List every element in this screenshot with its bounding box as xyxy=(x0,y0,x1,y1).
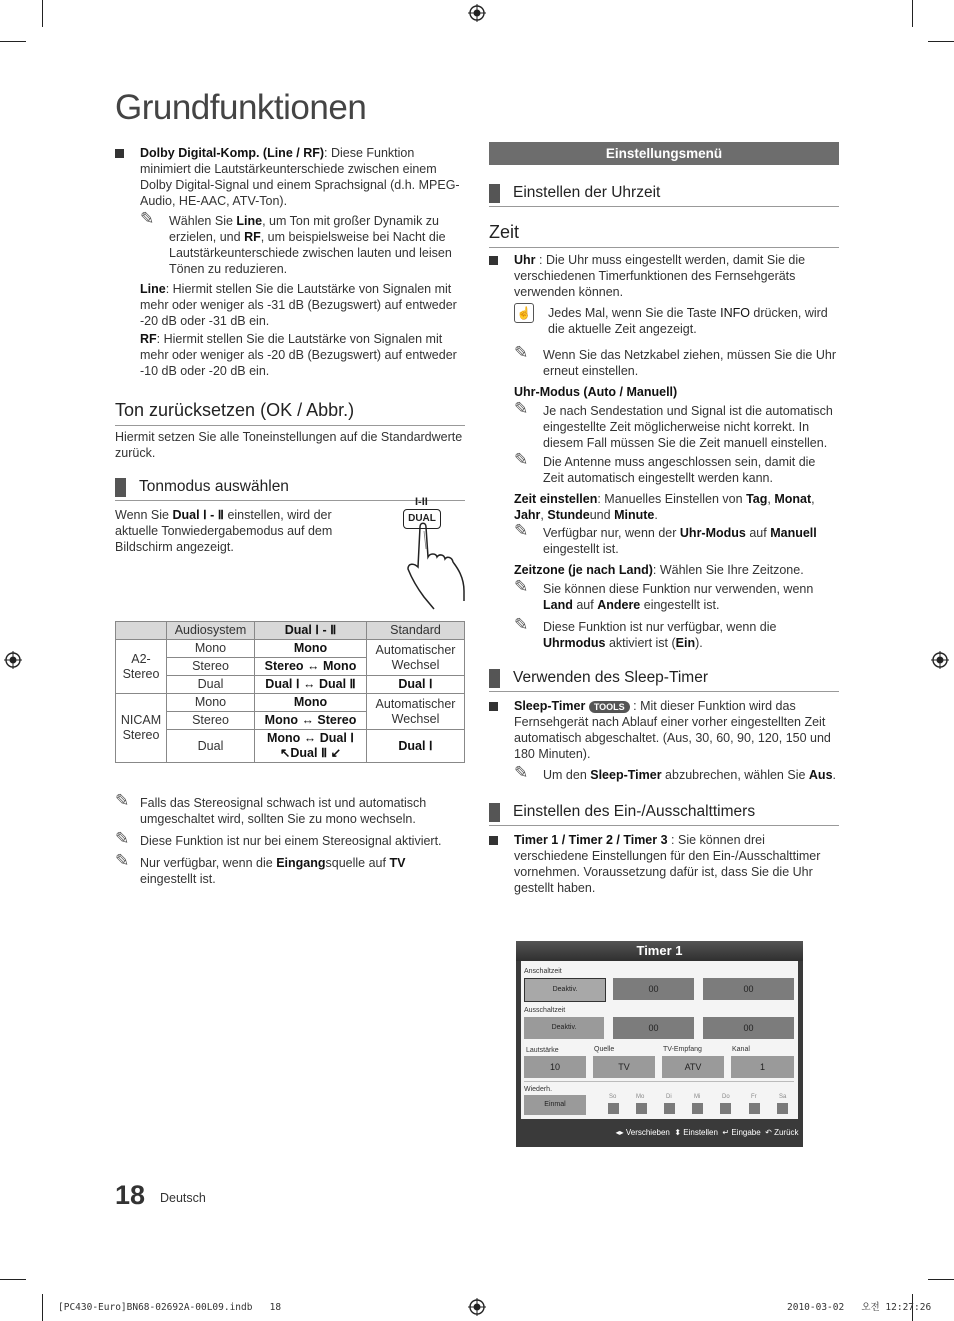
sleep-text: : Mit dieser Funktion wird das Fernsehgerät nach Ablauf einer vorher eingestellten Zeit automatisch abgeschaltet. (Aus, 30, 60, 90, 120, 150 und 180 Minuten). xyxy=(514,699,831,761)
tonmodus-table-wrap xyxy=(115,621,465,763)
note-text: Die Antenne muss angeschlossen sein, damit die Zeit automatisch eingestellt werden kann. xyxy=(543,455,816,485)
tv-empfang-label: TV-Empfang xyxy=(663,1046,702,1053)
text: : Manuelles Einstellen von xyxy=(597,492,747,506)
day-checkbox[interactable] xyxy=(636,1103,647,1114)
netz-note xyxy=(514,343,839,379)
note-pencil-icon: ✎ xyxy=(140,209,155,228)
note-text: Sie können diese Funktion nur verwenden, wenn xyxy=(543,582,814,596)
rf-term: RF xyxy=(140,332,157,346)
note-text: abzubrechen, wählen Sie xyxy=(661,768,809,782)
dolby-term: Dolby Digital-Komp. (Line / RF) xyxy=(140,146,325,160)
footer-set: Einstellen xyxy=(683,1128,718,1137)
return-icon: ↶ xyxy=(765,1128,772,1137)
dolby-item xyxy=(115,145,465,209)
table-cell: Stereo xyxy=(167,712,255,730)
lautstaerke-label: Lautstärke xyxy=(526,1047,559,1054)
note-text: Verfügbar nur, wenn der xyxy=(543,526,680,540)
kanal-value[interactable]: 1 xyxy=(731,1056,794,1078)
line-term: Line xyxy=(140,282,166,296)
table-cell: Mono xyxy=(167,694,255,712)
note-pencil-icon: ✎ xyxy=(514,577,529,596)
table-cell: Dual Ⅰ xyxy=(367,730,465,763)
quelle-label: Quelle xyxy=(594,1046,615,1053)
timer-text: : Sie können drei verschiedene Einstellungen für den Ein-/Ausschalttimer vornehmen. Voraussetzung dafür ist, dass Sie die Uhr gestellt haben. xyxy=(514,833,821,895)
note-text: Um den xyxy=(543,768,591,782)
timer-osd-screen xyxy=(516,941,803,1147)
tonmodus-text-a: Wenn Sie xyxy=(115,508,173,522)
note-text: . xyxy=(832,768,837,782)
table-cell: Mono xyxy=(255,694,367,712)
registration-mark-icon xyxy=(468,4,486,22)
reset-heading: Ton zurücksetzen (OK / Abbr.) xyxy=(115,399,465,426)
sleep-heading: Verwenden des Sleep-Timer xyxy=(489,668,839,692)
wiederh-select[interactable]: Einmal xyxy=(524,1095,586,1115)
note-term: Andere xyxy=(597,598,641,612)
note-pencil-icon: ✎ xyxy=(514,763,529,782)
tonmodus-heading: Tonmodus auswählen xyxy=(115,477,465,501)
zeit-note xyxy=(514,521,839,557)
footer-move: Verschieben xyxy=(625,1128,670,1137)
quelle-value[interactable]: TV xyxy=(593,1056,655,1078)
uhr-term: Uhr xyxy=(514,253,536,267)
note-term: TV xyxy=(389,856,406,870)
tonmodus-term: Dual Ⅰ - Ⅱ xyxy=(172,508,224,522)
text: und xyxy=(589,508,615,522)
zeitzone-note xyxy=(514,615,839,651)
note-text: , um Ton mit großer Dynamik zu erzielen, und xyxy=(169,214,440,244)
table-cell: Stereo ↔ Mono xyxy=(255,658,367,676)
note-term: Manuell xyxy=(770,526,817,540)
tonmodus-text xyxy=(115,507,360,555)
dual-button: DUAL xyxy=(403,509,441,529)
note-pencil-icon: ✎ xyxy=(514,399,529,418)
zeitzone-text: : Wählen Sie Ihre Zeitzone. xyxy=(652,563,804,577)
table-header: Audiosystem xyxy=(167,622,255,640)
day-checkbox[interactable] xyxy=(749,1103,760,1114)
note-pencil-icon: ✎ xyxy=(514,615,529,634)
note-text: Wenn Sie das Netzkabel ziehen, müssen Sie die Uhr erneut einstellen. xyxy=(543,348,836,378)
print-file-info: [PC430-Euro]BN68-02692A-00L09.indb 18 xyxy=(58,1302,282,1313)
note-term: Line xyxy=(236,214,263,228)
table-cell: Automatischer Wechsel xyxy=(367,694,465,730)
uhr-text: : Die Uhr muss eingestellt werden, damit Sie die verschiedenen Timerfunktionen des Fernsehgeräts verwenden können. xyxy=(514,253,806,299)
note-text: , um beispielsweise bei Nacht die Lautstärkeunterschiede zwischen lauten und leisen Tönen zu reduzieren. xyxy=(169,230,452,276)
note-text: eingestellt ist. xyxy=(543,542,619,556)
zeit-einstellen: Zeit einstellen: Manuelles Einstellen von Tag, Monat, Jahr, Stundeund Minute. xyxy=(514,492,815,522)
tools-badge: TOOLS xyxy=(589,701,630,713)
language-label: Deutsch xyxy=(160,1191,206,1205)
print-date-info: 2010-03-02 오전 12:27:26 xyxy=(787,1302,932,1313)
note-text: eingestellt ist. xyxy=(140,872,216,886)
zeit-einstellen-term: Zeit einstellen xyxy=(514,492,598,506)
table-cell: Automatischer Wechsel xyxy=(367,640,465,676)
line-text xyxy=(140,281,465,329)
ausschaltzeit-select[interactable]: Deaktiv. xyxy=(524,1017,604,1039)
term: Stunde xyxy=(547,508,590,522)
note-term: Uhr-Modus xyxy=(679,526,746,540)
line-desc: : Hiermit stellen Sie die Lautstärke von Signalen mit mehr oder weniger als -31 dB (Bezugswert) auf entweder -20 dB oder -31 dB ein. xyxy=(140,282,457,328)
day-checkbox[interactable] xyxy=(777,1103,788,1114)
note-text: squelle auf xyxy=(325,856,390,870)
note-text: eingestellt ist. xyxy=(640,598,720,612)
anschaltzeit-minute[interactable]: 00 xyxy=(703,978,794,1000)
page-title: Grundfunktionen xyxy=(115,88,367,127)
zeitzone-note xyxy=(514,577,839,613)
kanal-label: Kanal xyxy=(732,1046,750,1053)
note-text: Nur verfügbar, wenn die xyxy=(140,856,277,870)
table-header-empty xyxy=(116,622,167,640)
table-group-label: NICAM Stereo xyxy=(116,694,167,763)
term: Tag xyxy=(746,492,768,506)
timer-osd-footer xyxy=(516,1119,803,1147)
note-text: Diese Funktion ist nur bei einem Stereosignal aktiviert. xyxy=(140,834,442,848)
footer-enter: Eingabe xyxy=(731,1128,761,1137)
term: Monat xyxy=(774,492,812,506)
note-text: drücken, wird die aktuelle Zeit angezeigt. xyxy=(548,306,828,336)
anschaltzeit-label: Anschaltzeit xyxy=(524,968,562,975)
hand-icon xyxy=(398,519,468,612)
table-group-label: A2-Stereo xyxy=(116,640,167,694)
note xyxy=(115,829,465,849)
day-label: Di xyxy=(666,1094,672,1100)
note-term: Sleep-Timer xyxy=(590,768,662,782)
uhr-item xyxy=(489,252,839,300)
move-arrows-icon: ◂▸ xyxy=(615,1128,624,1137)
uhrmodus-term: Uhr-Modus (Auto / Manuell) xyxy=(514,385,678,399)
crop-mark xyxy=(0,41,26,42)
crop-mark xyxy=(0,1279,26,1280)
note-text: Je nach Sendestation und Signal ist die automatisch eingestellte Zeit möglicherweise nicht korrekt. In diesem Fall müssen Sie die Zeit manuell einstellen. xyxy=(543,404,833,450)
note-term: Ein xyxy=(675,636,696,650)
registration-mark-icon xyxy=(931,651,949,669)
ausschaltzeit-minute[interactable]: 00 xyxy=(703,1017,794,1039)
lautstaerke-value[interactable]: 10 xyxy=(524,1056,586,1078)
tv-empfang-value[interactable]: ATV xyxy=(662,1056,724,1078)
table-cell: Mono xyxy=(255,640,367,658)
note-text: Jedes Mal, wenn Sie die Taste xyxy=(548,306,721,320)
info-note xyxy=(514,305,839,337)
ausschaltzeit-hour[interactable]: 00 xyxy=(613,1017,694,1039)
tonmodus-text-c: einstellen, wird der aktuelle Tonwiedergabemodus auf dem Bildschirm angezeigt. xyxy=(115,508,333,554)
day-label: Do xyxy=(722,1094,730,1100)
rf-desc: : Hiermit stellen Sie die Lautstärke von Signalen mit mehr oder weniger als -20 dB (Bezugswert) auf entweder -10 dB oder -20 dB ein. xyxy=(140,332,457,378)
ausschaltzeit-label: Ausschaltzeit xyxy=(524,1007,566,1014)
tonmodus-table xyxy=(115,621,465,763)
note-pencil-icon: ✎ xyxy=(115,851,130,870)
osd-divider xyxy=(524,1081,794,1082)
note-pencil-icon: ✎ xyxy=(514,521,529,540)
enter-icon: ↵ xyxy=(722,1128,730,1137)
hand-note-icon: ☝ xyxy=(514,303,534,323)
note-pencil-icon: ✎ xyxy=(115,829,130,848)
note-text: auf xyxy=(572,598,598,612)
page-number: 18 xyxy=(115,1180,146,1210)
day-checkbox[interactable] xyxy=(664,1103,675,1114)
table-cell-line: Mono ↔ Dual Ⅰ xyxy=(266,731,354,745)
dolby-note xyxy=(140,209,465,277)
rf-text xyxy=(140,331,465,379)
remote-hand-illustration xyxy=(398,494,468,612)
term: Jahr xyxy=(514,508,541,522)
anschaltzeit-select[interactable] xyxy=(524,978,606,1002)
zeitzone xyxy=(514,562,839,578)
note-text: Falls das Stereosignal schwach ist und automatisch umgeschaltet wird, sollten Sie zu mono wechseln. xyxy=(140,796,427,826)
footer-back: Zurück xyxy=(774,1128,799,1137)
table-header: Standard xyxy=(367,622,465,640)
note-term: RF xyxy=(244,230,261,244)
reset-text: Hiermit setzen Sie alle Toneinstellungen auf die Standardwerte zurück. xyxy=(115,430,463,460)
table-cell-line: ↖Dual Ⅱ ↙ xyxy=(279,746,342,760)
sleep-term: Sleep-Timer xyxy=(514,699,586,713)
uhrzeit-heading: Einstellen der Uhrzeit xyxy=(489,183,839,207)
table-cell: Dual xyxy=(167,730,255,763)
zeitzone-term: Zeitzone (je nach Land) xyxy=(514,563,653,577)
day-checkbox[interactable] xyxy=(720,1103,731,1114)
note-text: ). xyxy=(695,636,703,650)
note-pencil-icon: ✎ xyxy=(514,450,529,469)
note-term: Land xyxy=(543,598,573,612)
registration-mark-icon xyxy=(468,1298,486,1316)
anschaltzeit-value: Deaktiv. xyxy=(552,986,578,993)
uhrmodus-note xyxy=(514,399,839,451)
crop-mark xyxy=(42,0,43,27)
table-cell: Dual xyxy=(167,676,255,694)
note-term: Aus xyxy=(808,768,833,782)
note-term: Eingang xyxy=(276,856,326,870)
note-text: aktiviert ist ( xyxy=(605,636,676,650)
uhrmodus-note xyxy=(514,450,839,486)
note-text: Diese Funktion ist nur verfügbar, wenn die xyxy=(543,620,777,634)
table-notes xyxy=(115,791,465,887)
timer-osd-title: Timer 1 xyxy=(516,941,803,961)
timer-osd-panel xyxy=(521,961,798,1119)
day-label: Fr xyxy=(751,1094,757,1100)
crop-mark xyxy=(928,41,954,42)
table-header: Dual Ⅰ - Ⅱ xyxy=(255,622,367,640)
settings-menu-bar: Einstellungsmenü xyxy=(489,142,839,165)
term: Minute xyxy=(614,508,655,522)
day-checkbox[interactable] xyxy=(692,1103,703,1114)
day-checkbox[interactable] xyxy=(608,1103,619,1114)
day-label: Mi xyxy=(694,1094,701,1100)
sleep-item xyxy=(489,698,839,762)
table-cell: Dual Ⅰ ↔ Dual Ⅱ xyxy=(255,676,367,694)
timer-item xyxy=(489,832,839,896)
zeit-heading: Zeit xyxy=(489,221,839,248)
remote-label-top: I-II xyxy=(415,496,428,508)
day-label: So xyxy=(609,1094,617,1100)
table-cell: Mono xyxy=(167,640,255,658)
right-column xyxy=(489,142,839,896)
uhrmodus-heading xyxy=(514,384,839,400)
note-text: auf xyxy=(745,526,771,540)
crop-mark xyxy=(912,0,913,27)
note xyxy=(115,791,465,827)
note-pencil-icon: ✎ xyxy=(115,791,130,810)
note-text: Wählen Sie xyxy=(169,214,237,228)
day-label: Mo xyxy=(636,1094,645,1100)
registration-mark-icon xyxy=(4,651,22,669)
table-cell: Stereo xyxy=(167,658,255,676)
note-pencil-icon: ✎ xyxy=(514,343,529,362)
crop-mark xyxy=(928,1279,954,1280)
table-cell xyxy=(255,730,367,763)
note-term: Uhrmodus xyxy=(543,636,606,650)
wiederh-label: Wiederh. xyxy=(524,1086,553,1093)
timer-term: Timer 1 / Timer 2 / Timer 3 xyxy=(514,833,668,847)
dolby-text: : Diese Funktion minimiert die Lautstärkeunterschiede zwischen einem Dolby Digital-Signal und einem Sprachsignal (d.h. MPEG-Audio, HE-AAC, ATV-Ton). xyxy=(140,146,460,208)
timer-heading: Einstellen des Ein-/Ausschalttimers xyxy=(489,802,839,826)
day-label: Sa xyxy=(779,1094,787,1100)
updown-arrows-icon: ⬍ xyxy=(674,1128,682,1137)
crop-mark xyxy=(42,1294,43,1321)
table-cell: Dual Ⅰ xyxy=(367,676,465,694)
note-term: INFO xyxy=(720,306,750,320)
sleep-note xyxy=(514,763,839,783)
table-cell: Mono ↔ Stereo xyxy=(255,712,367,730)
anschaltzeit-hour[interactable]: 00 xyxy=(613,978,694,1000)
note xyxy=(115,851,465,887)
